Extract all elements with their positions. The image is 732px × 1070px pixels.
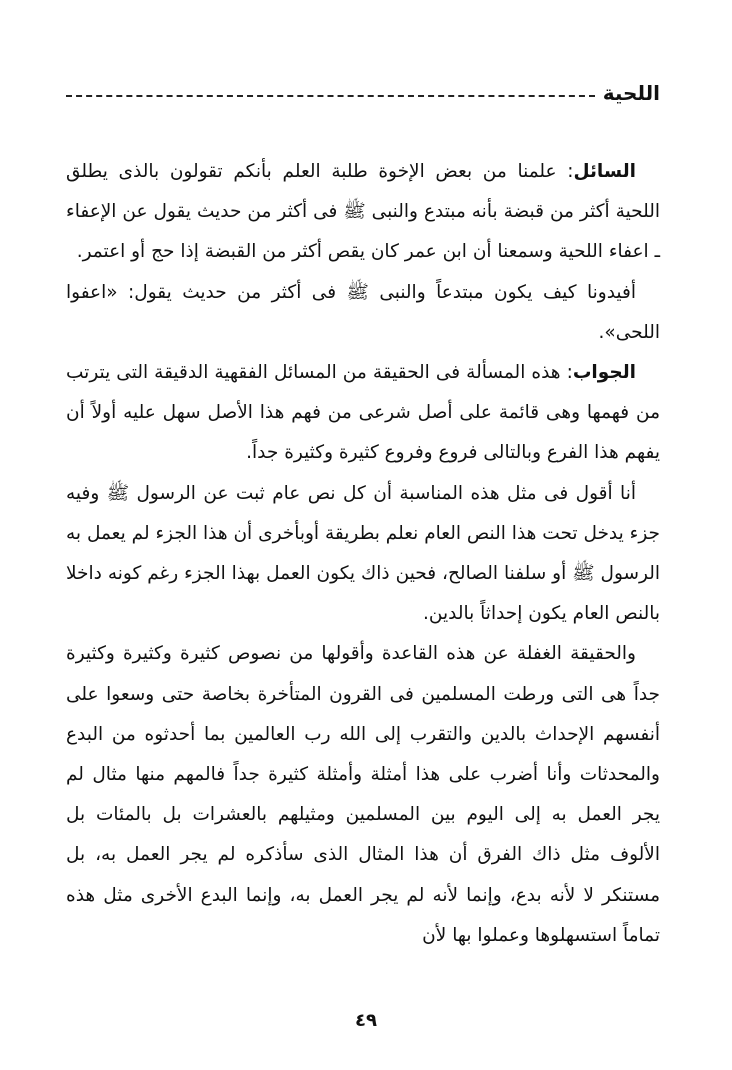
paragraph-text: والحقيقة الغفلة عن هذه القاعدة وأقولها من نصوص كثيرة وكثيرة وكثيرة جداً هى التى ورطت المسلمين فى القرون المتأخرة بخاصة حتى وسعوا على أنفسهم الإحداث بالدين والتقرب إلى الله رب العالمين بما أحدثوه من البدع والمحدثات وأنا أضرب على هذا أمثلة وأمثلة كثيرة جداً فالمهم منها مثال لم يجر العمل به إلى اليوم بين المسلمين ومثيلهم بالعشرات بل بالمئات بل الألوف مثل ذاك الفرق أن هذا المثال الذى سأذكره لم يجر العمل به، بل مستنكر لا لأنه بدع، وإنما لأنه لم يجر العمل به، وإنما البدع الأخرى مثل هذه تماماً استسهلوها وعملوا بها لأن [66, 643, 660, 946]
page-header [66, 76, 660, 110]
page-number: ٤٩ [355, 1010, 377, 1031]
paragraph-text: : علمنا من بعض الإخوة طلبة العلم بأنكم تقولون بالذى يطلق اللحية أكثر من قبضة بأنه مبتدع والنبى ﷺ فى أكثر من حديث يقول عن الإعفاء ـ اعفاء اللحية وسمعنا أن ابن عمر كان يقص أكثر من القبضة إذا حج أو اعتمر. [66, 161, 660, 263]
paragraph-answer [66, 353, 660, 474]
paragraph-text: : هذه المسألة فى الحقيقة من المسائل الفقهية الدقيقة التى يترتب من فهمها وهى قائمة على أصل شرعى من فهم هذا الأصل سهل عليه أولاً أن يفهم هذا الفرع وبالتالى فروع وفروع كثيرة وكثيرة جداً. [66, 362, 660, 464]
running-title: اللحية [602, 81, 660, 105]
paragraph-question [66, 152, 660, 273]
questioner-label: السائل [573, 161, 636, 182]
header-dashed-rule [66, 95, 595, 97]
paragraph-text: أفيدونا كيف يكون مبتدعاً والنبى ﷺ فى أكثر من حديث يقول: «اعفوا اللحى». [66, 281, 660, 343]
answer-label: الجواب [572, 362, 636, 384]
paragraph-text: أنا أقول فى مثل هذه المناسبة أن كل نص عام ثبت عن الرسول ﷺ وفيه جزء يدخل تحت هذا النص العام نعلم بطريقة أوبأخرى أن هذا الجزء لم يعمل به الرسول ﷺ أو سلفنا الصالح، فحين ذاك يكون العمل بهذا الجزء رغم كونه داخلا بالنص العام يكون إحداثاً بالدين. [66, 482, 660, 625]
paragraph-request [66, 273, 660, 353]
body-text [66, 152, 660, 956]
paragraph-rule [66, 474, 660, 635]
paragraph-heedlessness [66, 634, 660, 956]
